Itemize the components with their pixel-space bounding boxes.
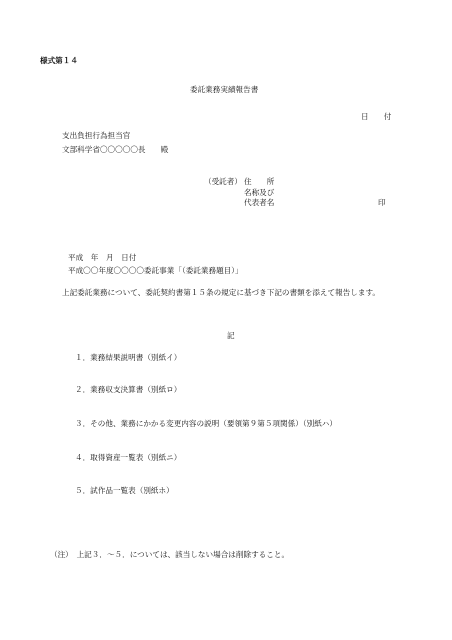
- addressee-line-2: 文部科学省〇〇〇〇〇長 殿: [62, 145, 169, 154]
- list-item: ４．取得資産一覧表（別紙ニ）: [75, 453, 182, 462]
- date-label: 日 付: [361, 112, 392, 121]
- footnote: （注） 上記３．～５．については、該当しない場合は削除すること。: [50, 550, 290, 559]
- form-number: 様式第１４: [40, 56, 78, 65]
- list-item: ２．業務収支決算書（別紙ロ）: [75, 385, 182, 394]
- addressee-line-1: 支出負担行為担当官: [62, 131, 131, 140]
- contract-date: 平成 年 月 日付: [68, 253, 137, 262]
- list-item: ５．試作品一覧表（別紙ホ）: [75, 486, 174, 495]
- representative-label: 代表者名: [244, 198, 275, 207]
- list-item: １．業務結果説明書（別紙イ）: [75, 353, 182, 362]
- document-title: 委託業務実績報告書: [190, 85, 259, 94]
- project-title: 平成〇〇年度〇〇〇〇委託事業「（委託業務題目）」: [68, 266, 243, 275]
- report-statement: 上記委託業務について、委託契約書第１５条の規定に基づき下記の書類を添えて報告します。: [62, 288, 381, 297]
- seal-mark: 印: [378, 198, 386, 207]
- contractor-prefix: （受託者）: [204, 177, 242, 186]
- address-label: 住 所: [244, 177, 275, 186]
- name-label: 名称及び: [244, 188, 275, 197]
- list-item: ３．その他、業務にかかる変更内容の説明（要領第９第５項関係）（別紙ハ）: [75, 419, 337, 428]
- ki-heading: 記: [227, 331, 235, 340]
